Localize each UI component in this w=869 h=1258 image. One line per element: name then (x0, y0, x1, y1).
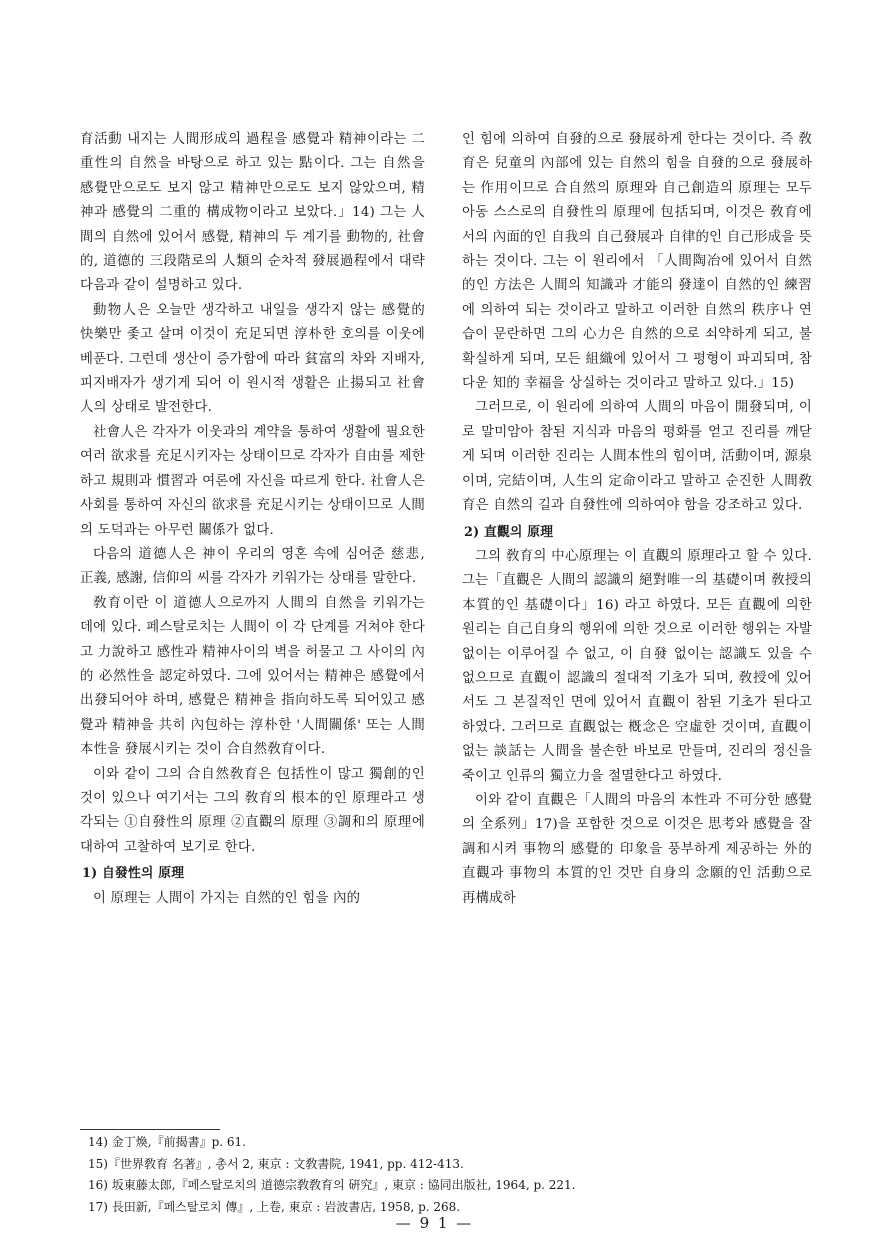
paragraph: 인 힘에 의하여 自發的으로 發展하게 한다는 것이다. 즉 敎育은 兒童의 內部에 있는 自然의 힘을 自發的으로 發展하는 作用이므로 合自然의 原理와 自己創造의 原理는 모두 아동 스스로의 自發性의 原理에 包括되며, 이것은 敎育에서의 內面的인 自我의 自己發展과 自律的인 自己形成을 뜻하는 것이다. 그는 이 원리에서 「人間陶冶에 있어서 自然的인 方法은 人間의 知識과 才能의 發達이 自然的인 練習에 의하여 되는 것이라고 말하고 이러한 自然의 秩序나 연습이 문란하면 그의 心力은 自然的으로 쇠약하게 되고, 불확실하게 되며, 모든 組織에 있어서 그 평형이 파괴되며, 참다운 知的 幸福을 상실하는 것이라고 말하고 있다.」15) (462, 132, 812, 392)
footnote-divider (80, 1129, 220, 1130)
footnote: 17) 長田新,『페스탈로치 傳』, 上卷, 東京 : 岩波書店, 1958, p. 268. (88, 1199, 461, 1214)
paragraph: 이와 같이 直觀은「人間의 마음의 本性과 不可分한 感覺의 全系列」17)을 포함한 것으로 이것은 思考와 感覺을 잘 調和시켜 事物의 感覺的 印象을 풍부하게 제공하는 外的 直觀과 事物의 本質的인 것만 自身의 念願的인 活動으로 再構成하 (462, 792, 812, 906)
footnote: 15)『世界敎育 名著』, 총서 2, 東京 : 文敎書院, 1941, pp. 412-413. (88, 1156, 464, 1171)
right-text-column (462, 128, 812, 911)
paragraph: 動物人은 오늘만 생각하고 내일을 생각지 않는 感覺的 快樂만 좇고 살며 이것이 充足되면 淳朴한 호의를 이웃에 베푼다. 그런데 생산이 증가함에 따라 貧富의 차와 지배자, 피지배자가 생기게 되어 이 원시적 생활은 止揚되고 社會人의 상태로 발전한다. (80, 302, 425, 416)
footnote: 16) 坂東藤太郎,『페스탈로치의 道德宗敎敎育의 硏究』, 東京 : 協同出版社, 1964, p. 221. (88, 1178, 576, 1192)
paragraph: 育活動 내지는 人間形成의 過程을 感覺과 精神이라는 二重性의 自然을 바탕으로 하고 있는 點이다. 그는 自然을 感覺만으로도 보지 않고 精神만으로도 보지 않았으며, 精神과 感覺의 二重的 構成物이라고 보았다.」14) 그는 人間의 自然에 있어서 感覺, 精神의 두 계기를 動物的, 社會的, 道德的 三段階로의 人類의 순차적 發展過程에서 대략 다음과 같이 설명하고 있다. (80, 132, 425, 294)
paragraph: 이와 같이 그의 合自然敎育은 包括性이 많고 獨創的인 것이 있으나 여기서는 그의 敎育의 根本的인 原理라고 생각되는 ①自發性의 原理 ②直觀의 原理 ③調和의 原理에 대하여 고찰하여 보기로 한다. (80, 766, 425, 855)
paragraph: 그의 敎育의 中心原理는 이 直觀의 原理라고 할 수 있다. 그는「直觀은 人間의 認識의 絕對唯一의 基礎이며 敎授의 本質的인 基礎이다」16) 라고 하였다. 모든 直觀에 의한 원리는 自己自身의 행위에 의한 것으로 이러한 행위는 자발 없이는 이루어질 수 없고, 이 自發 없이는 認識도 있을 수 없으므로 直觀이 認識의 절대적 기초가 되며, 敎授에 있어서도 그 본질적인 면에 있어서 直觀이 참된 기초가 된다고 하였다. 그러므로 直觀없는 槪念은 空虛한 것이며, 直觀이 없는 談話는 人間을 불손한 바보로 만들며, 진리의 정신을 죽이고 인류의 獨立力을 절멸한다고 하였다. (462, 548, 812, 784)
paragraph: 그러므로, 이 원리에 의하여 人間의 마음이 開發되며, 이로 말미암아 참된 지식과 마음의 평화를 얻고 진리를 깨닫게 되며 이러한 진리는 人間本性의 힘이며, 活動이며, 源泉이며, 完結이며, 人生의 定命이라고 말하고 순진한 人間敎育은 自然의 길과 自發性에 의하여야 함을 강조하고 있다. (462, 400, 812, 514)
footnote: 14) 金丁煥,『前揭書』p. 61. (88, 1135, 246, 1149)
paragraph: 이 原理는 人間이 가지는 自然的인 힘을 內的 (93, 890, 361, 906)
section-heading: 1) 自發性의 原理 (82, 866, 185, 882)
paragraph: 다음의 道德人은 神이 우리의 영혼 속에 심어준 慈悲, 正義, 感謝, 信仰의 씨를 각자가 키워가는 상태를 말한다. (80, 546, 425, 587)
page-number: — 9 1 — (395, 1214, 474, 1232)
left-text-column (80, 128, 425, 911)
footnotes (88, 1132, 808, 1218)
section-heading: 2) 直觀의 原理 (464, 524, 554, 540)
paragraph: 敎育이란 이 道德人으로까지 人間의 自然을 키워가는 데에 있다. 페스탈로치는 人間이 이 각 단계를 거쳐야 한다고 力說하고 感性과 精神사이의 벽을 허물고 그 사이의 內的 必然性을 認定하였다. 그에 있어서는 精神은 感覺에서 出發되어야 하며, 感覺은 精神을 指向하도록 되어있고 感覺과 精神을 共히 內包하는 淳朴한 '人間關係' 또는 人間本性을 發展시키는 것이 合自然敎育이다. (80, 595, 425, 758)
paragraph: 社會人은 각자가 이웃과의 계약을 통하여 생활에 필요한 여러 欲求를 充足시키자는 상태이므로 각자가 自由를 제한하고 規則과 慣習과 여론에 자신을 따르게 한다. 社會人은 사회를 통하여 자신의 欲求를 充足시키는 상태이므로 人間의 도덕과는 아무런 關係가 없다. (80, 424, 425, 538)
